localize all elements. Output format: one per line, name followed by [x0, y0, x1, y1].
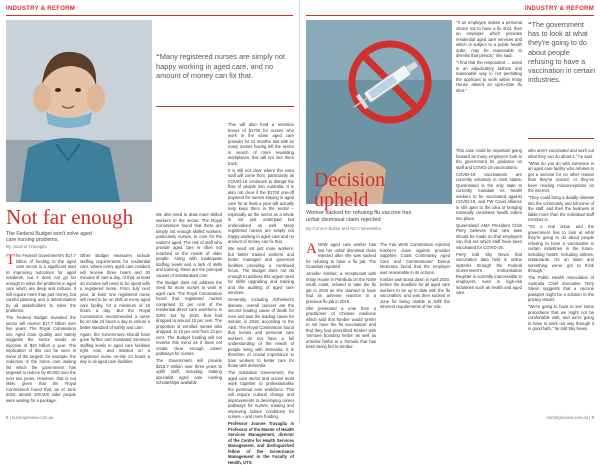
paragraph: Again, the Government should have gone further and mandated minimum staffing levels in aged care facilities right now, and insisted on a registered nurse on-site 24 hours a day in all aged care facilities. [80, 331, 150, 364]
quote-mark-icon: “ [156, 52, 160, 61]
pullquote-rule-left [156, 106, 294, 107]
quote-mark-icon: “ [528, 20, 532, 29]
paragraph: Jennifer Kimber, a receptionist with Imlay House in Pambula on the NSW south coast, refused to take the flu jab in 2020 as she claimed to have had an adverse reaction to a previous flu jab in 2016. [306, 271, 376, 304]
paragraph: We need not just more workers, but better trained workers and better managed and governed facilities providing a continued focus. The Budget does not do enough to address this urgent need for skills upgrading and training and the auditing of aged care services. [228, 246, 294, 295]
paragraph: Other Budget measures include staffing requirements for residential care, where every aged care resident will receive three hours and 20 minutes of care a day, of that, at least 40 minutes will need to be spent with a registered nurse. From July next year, at least one registered nurse will need to be on shift at every aged care facility, for a minimum of 16 hours a day. But the Royal Commission recommended a nurse be on site 24 hours a day to ensure a better standard of safety and care. [80, 253, 150, 330]
paragraph: "We're going to have to see some procedures that we might not be comfortable with, and we're going to have to work our way through it in good faith," he told Sky News. [528, 304, 594, 331]
article-column [456, 20, 522, 144]
paragraph: Generally, including Alzheimer's disease, overall cancers are the second leading cause of death for men and was the leading cause for women in 2019, according to the ABS. The Royal Commission found that nurses and personal care workers do not have a full understanding of the needs of people living with dementia. It is therefore of crucial importance to train workers to better care for those with dementia. [228, 297, 294, 368]
paragraph: Queensland AMA President Chris Perry believes that new laws should be made so that employers can find out which staff have been vaccinated for COVID-19. [456, 222, 522, 250]
paragraph: It is still not clear where the extra staff will come from, particularly as COVID-19 continues to disrupt the flow of people into Australia. It is also not clear if the $1700 one-off payment for nurses staying in aged care for at least a year will actually help keep them in the sector – especially as the sector as a whole is not just underpaid but undervalued as well. Many registered nurses are simply not happy working in aged care and no amount of money can fix that. [228, 167, 294, 244]
article-column [156, 212, 222, 418]
paragraph: The Public Health Association of Australia Chief Executive Terry Slevin suggests that a vaccine passport might be a solution to the privacy issues. [528, 275, 594, 302]
standfirst-left: The Federal Budget won't solve aged care nursing problems, [6, 231, 92, 244]
byline-left: By Joanne Travaglia [6, 244, 47, 249]
paragraph: The Federal Budget revealed the sector will receive $17.7 billion over five years. The Royal Commission into Aged Care Quality and Safety suggests the sector needs an injection of $10 billion a year. The implication of this can be seen in some of the targets: for example, the reduction in the home care waiting list which the government has targeted to reduce by 80,000 over the next two years. However, that is not likely given that the Royal Commission found that, as of June 2020, almost 100,000 older people were waiting for a package. [6, 315, 76, 403]
paragraph: COVID-19 vaccinations are currently voluntary in most states, Queensland is the only state to currently mandate its health workers to be vaccinated against COVID-19, and FW Covid Alliance is still open to the idea of bringing nationally consistent health orders into place. [456, 171, 522, 221]
page-footer-right: nursingreview.com.au | 9 [546, 415, 594, 420]
paragraph: This case could be important going forward as many employers look to the government for guidance on staff and COVID-19 vaccinations. [456, 148, 522, 170]
paragraph: The Fair Work Commission rejected Kimber's claim against provider Sapphire Coast Community Aged Care and Commissioner Donna McKenna found that the employer was reasonable in its actions. [380, 242, 450, 275]
paragraph: "What do you do with someone in an aged care facility who refuses to get a vaccine for no other reason than they're scared, or they've been reading misconceptions on the internet. [528, 160, 594, 193]
vaccine-photo [306, 20, 452, 211]
pullquote-left-text: Many registered nurses are simply not happy working in aged care, and no amount of money can fix that. [156, 52, 285, 80]
byline-right: By Connor Burke and NCA NewsWire [306, 226, 382, 231]
paragraph: We also need to draw more skilled workers to the sector. The Royal Commission found that there are simply not enough skilled workers, particularly nurses, to care for the nation's aged. The risk of staff who provide aged care is often not matched to the needs of older people. Along with inadequate staffing levels and a lack of skills and training, these are the principal causes of substandard care. [156, 212, 222, 278]
paragraph: who aren't vaccinated and work out what they can do about it," he said. [528, 148, 594, 159]
paragraph: NSW aged care worker has lost her unfair dismissal claim rejected after she was sacked for refusing to have a flu jab, The Guardian reported. [306, 242, 376, 269]
article-column [456, 148, 522, 418]
paragraph: Kimber was stood down in April 2020, before the deadline for all aged care workers to be up to date with the flu vaccination, and was then sacked in June for being unable to fulfil the inherent requirements of her role. [380, 276, 450, 309]
headline-right: Decision upheld [314, 169, 386, 211]
article-column [228, 122, 294, 465]
section-label-left: INDUSTRY & REFORM [6, 6, 76, 12]
pullquote-right-text: The government has to look at what they're going to do about people refusing to have a vaccination in certain industries. [528, 20, 596, 85]
headline-left: Not far enough [6, 205, 134, 229]
paragraph: Perry told Sky News that vaccination data held in online systems through the Federal Government's Immunisation Register is currently inaccessible to employers, even in high-risk industries such as health and aged care. [456, 251, 522, 295]
paragraph: "They could bring a deadly disease into the community and kill some of the staff, and then the business is liable more than the individual staff member is. [528, 195, 594, 222]
article-column [380, 242, 450, 418]
paragraph: The Australian Government, the aged care sector and unions must work together to professionalise the personal care workforce. This will require cultural change and improvements to developing career pathways for nurses, training and improving labour conditions for nurses – and more funding. [228, 370, 294, 419]
pullquote-right [528, 20, 596, 84]
section-label-right: INDUSTRY & REFORM [524, 6, 594, 12]
nurse-illustration [6, 20, 152, 202]
pullquote-rule-right [528, 138, 594, 139]
section-rule-left [6, 15, 293, 16]
pullquote-left [156, 52, 294, 81]
dropcap-a: A [306, 241, 317, 257]
article-column [6, 253, 76, 418]
standfirst-right: Worker sacked for refusing flu vaccine has unfair dismissal claim rejected [306, 210, 412, 223]
article-column [528, 148, 594, 418]
dropcap-t: T [6, 252, 16, 268]
paragraph: he Federal Government's $17.7 billion of funding to the aged care sector is a significant start to improving outcomes for aged residents, but it does not go far enough to solve the problems in aged care which are deep and cultural. It will require more than just money, but careful planning and a determination by all stakeholders to solve the problems. [6, 253, 76, 313]
paragraph: "It's a real issue and the government has to look at what they're going to do about people refusing to have a vaccination in certain industries in the future, including health, including airlines, restaurants. It's an issue and something we've got to think through." [528, 224, 594, 273]
paragraph: "If an employee makes a personal choice not to have a flu shot, then an employer which provides residential aged care services and which is subject to a public health order, may be reasonable to dismiss that person," she said. [456, 20, 522, 58]
paragraph: The Budget does not address the need for more nurses to work in aged care. The Royal Commission found that registered nurses comprised 21 per cent of the residential direct care workforce in 2003, but by 2016, that had dropped to around 15 per cent. The proportion of enrolled nurses also dropped, to 10 per cent from 13 per cent. The Budget funding will not reverse this trend as it does not create clear enough career pathways for nurses. [156, 279, 222, 356]
paragraph: The Government will provide $216.7 million over three years to uplift staff, including making specialist aged care nursing scholarships available. [156, 358, 222, 385]
paragraph: This will also fund a retention bonus of $1700 for nurses who work in the same aged care provider for 12 months. But with so many nurses having left the sector in search of more rewarding workplaces, this will not lure them back. [228, 122, 294, 166]
page-footer-left: 8 | nursingreview.com.au [6, 415, 54, 420]
right-page [300, 0, 600, 424]
paragraph: She presented a note from a practitioner of Chinese medicine which said that Kimber would 'prefer to not have the flu vaccination' and that they had prescribed Kimber with 'immune boosting herbs' as well as antiviral herbs to a formula that has been being fed to Kimber. [306, 305, 376, 349]
author-bio: Professor Joanne Travaglia is Professor of the Master of Health Services Management, director of the Centre for Health Services Management, and distinguished fellow of the Governance Management in the Faculty of Health, UTS. [228, 421, 294, 465]
paragraph: "I find that the respondent ... acted in an adjudicatory fashion and reasonable way in not permitting the applicant to work within Imlay House absent an up-to-date flu shot." [456, 60, 522, 93]
article-column [306, 242, 376, 418]
article-column [80, 253, 150, 418]
section-rule-right [306, 15, 594, 16]
nurse-photo [6, 20, 152, 202]
